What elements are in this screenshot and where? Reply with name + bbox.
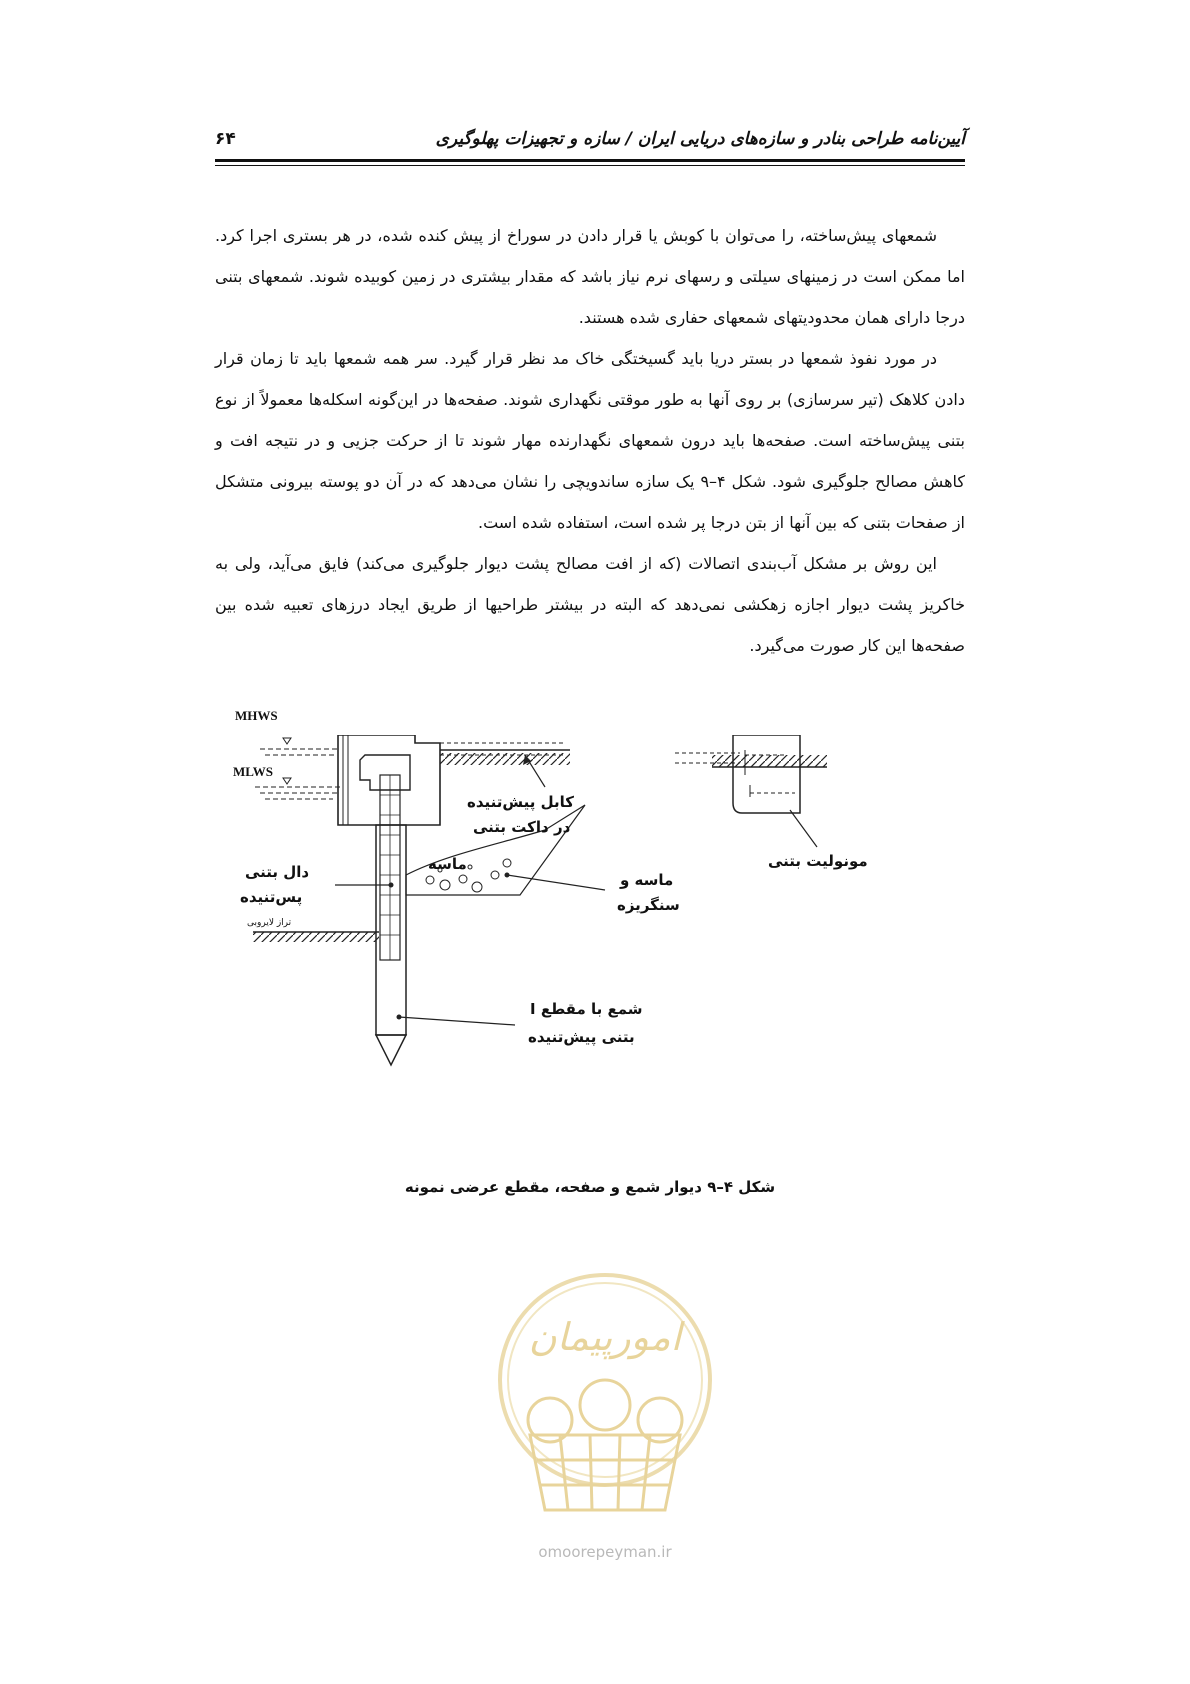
mhws-marker	[260, 738, 340, 755]
monolith-block	[733, 735, 800, 813]
page-number: ۶۴	[215, 129, 236, 149]
running-title: آیین‌نامه طراحی بنادر و سازه‌های دریایی ایران / سازه و تجهیزات پهلوگیری	[435, 129, 965, 149]
cap-beam	[338, 735, 440, 825]
label-pile-1: شمع با مقطع I	[530, 1000, 643, 1018]
paragraph-1: شمعهای پیش‌ساخته، را می‌توان با کوبش یا قرار دادن در سوراخ از پیش کنده شده، در هر بستری اجرا کرد. اما ممکن است در زمینهای سیلتی و رسهای نرم نیاز باشد که مقدار بیشتری در زمین کوبیده شوند. شمعهای بتنی درجا دارای همان محدودیتهای شمعهای حفاری شده هستند.	[215, 226, 965, 327]
label-sand-gravel-1: ماسه و	[620, 871, 674, 889]
monolith-ground-hatch	[712, 755, 827, 767]
label-mhws: MHWS	[235, 708, 278, 723]
label-sand-gravel-2: سنگریزه	[617, 896, 680, 914]
gravel-leader	[507, 875, 605, 890]
pile-tip	[376, 1035, 406, 1065]
label-monolith: مونولیت بتنی	[768, 852, 868, 870]
body-text	[215, 215, 965, 666]
label-dredge-level: تراز لایروبی	[247, 918, 292, 928]
label-cable-1: کابل پیش‌تنیده	[467, 793, 574, 811]
svg-text:امورپیمان: امورپیمان	[528, 1315, 682, 1359]
label-pile-2: بتنی پیش‌تنیده	[528, 1028, 635, 1046]
header-rule-thick	[215, 159, 965, 162]
figure-drawing	[245, 735, 945, 1155]
page-header	[215, 125, 965, 161]
figure-pile-wall	[233, 708, 945, 1155]
header-rule-thin	[215, 165, 965, 166]
watermark-logo	[490, 1260, 720, 1560]
mlws-marker	[255, 778, 340, 799]
paragraph-2: در مورد نفوذ شمعها در بستر دریا باید گسیختگی خاک مد نظر قرار گیرد. سر همه شمعها باید تا زمان قرار دادن کلاهک (تیر سرسازی) بر روی آنها به طور موقتی نگهداری شوند. صفحه‌ها در این‌گونه اسکله‌ها معمولاً از نوع بتنی پیش‌ساخته است. صفحه‌ها باید درون شمعهای نگهدارنده مهار شوند تا از حرکت جزیی و در نتیجه افت و کاهش مصالح جلوگیری شود. شکل ۴–۹ یک سازه ساندویچی را نشان می‌دهد که در آن دو پوسته بیرونی متشکل از صفحات بتنی که بین آنها از بتن درجا پر شده است، استفاده شده است.	[215, 349, 965, 532]
figure-caption: شکل ۴–۹ دیوار شمع و صفحه، مقطع عرضی نمونه	[404, 1178, 776, 1196]
label-slab-1: دال بتنی	[245, 863, 310, 881]
seabed-hatch-left	[253, 932, 379, 942]
watermark-seal	[490, 1260, 720, 1540]
cap-beam-void	[360, 755, 410, 790]
label-cable-2: در داکت بتنی	[473, 818, 571, 836]
label-sand: ماسه	[428, 855, 467, 873]
pile-leader	[399, 1017, 515, 1025]
watermark-url: omoorepeyman.ir	[538, 1543, 672, 1561]
monolith-leader	[790, 810, 817, 847]
paragraph-3: این روش بر مشکل آب‌بندی اتصالات (که از افت مصالح پشت دیوار جلوگیری می‌کند) فایق می‌آید، ولی به خاکریز پشت دیوار اجازه زهکشی نمی‌دهد که البته در بیشتر طراحیها از طریق ایجاد درزهای تعبیه شده بین صفحه‌ها این کار صورت می‌گیرد.	[215, 554, 965, 655]
label-mlws: MLWS	[233, 764, 273, 779]
label-slab-2: پس‌تنیده	[240, 888, 303, 906]
